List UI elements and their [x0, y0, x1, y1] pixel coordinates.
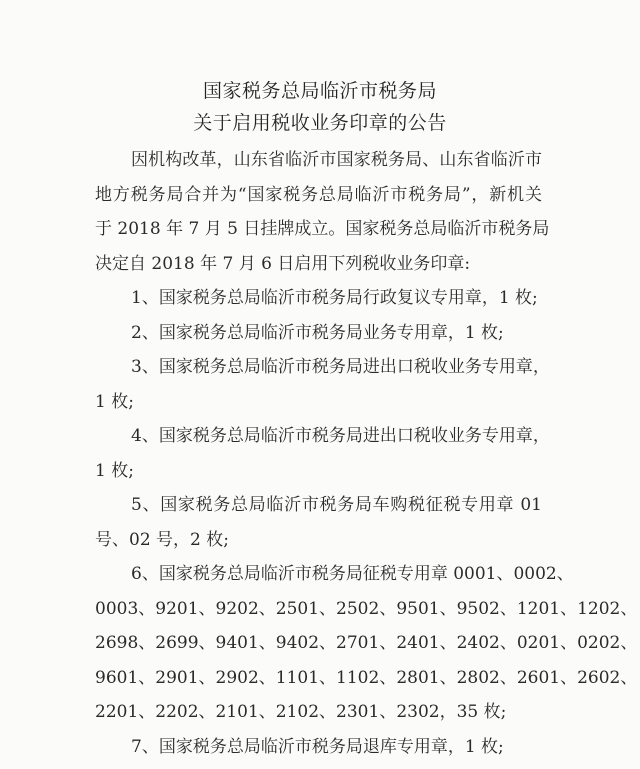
list-item-2: 2、国家税务总局临沂市税务局业务专用章，1 枚; [95, 321, 542, 356]
list-item-6-continued: 0003、9201、9202、2501、2502、9501、9502、1201、1202、 [95, 597, 542, 632]
list-item-6-continued: 2698、2699、9401、9402、2701、2401、2402、0201、0202、 [95, 631, 542, 666]
document-title-line-1: 国家税务总局临沂市税务局 [0, 76, 640, 103]
paragraph-line: 因机构改革，山东省临沂市国家税务局、山东省临沂市 [95, 148, 542, 183]
list-item-4: 4、国家税务总局临沂市税务局进出口税收业务专用章， [95, 424, 542, 459]
list-item-1: 1、国家税务总局临沂市税务局行政复议专用章，1 枚; [95, 286, 542, 321]
list-item-6: 6、国家税务总局临沂市税务局征税专用章 0001、0002、 [95, 562, 542, 597]
document-body [95, 148, 542, 769]
list-item-4-continued: 1 枚; [95, 459, 542, 494]
paragraph-line: 地方税务局合并为“国家税务总局临沂市税务局”，新机关 [95, 183, 542, 218]
paragraph-line: 决定自 2018 年 7 月 6 日启用下列税收业务印章: [95, 252, 542, 287]
document-title-line-2: 关于启用税收业务印章的公告 [0, 108, 640, 135]
list-item-5: 5、国家税务总局临沂市税务局车购税征税专用章 01 [95, 493, 542, 528]
list-item-7: 7、国家税务总局临沂市税务局退库专用章，1 枚; [95, 735, 542, 769]
list-item-5-continued: 号、02 号，2 枚; [95, 528, 542, 563]
list-item-3: 3、国家税务总局临沂市税务局进出口税收业务专用章， [95, 355, 542, 390]
list-item-6-continued: 9601、2901、2902、1101、1102、2801、2802、2601、2602、 [95, 666, 542, 701]
paragraph-line: 于 2018 年 7 月 5 日挂牌成立。国家税务总局临沂市税务局 [95, 217, 542, 252]
list-item-3-continued: 1 枚; [95, 390, 542, 425]
list-item-6-continued: 2201、2202、2101、2102、2301、2302，35 枚; [95, 700, 542, 735]
